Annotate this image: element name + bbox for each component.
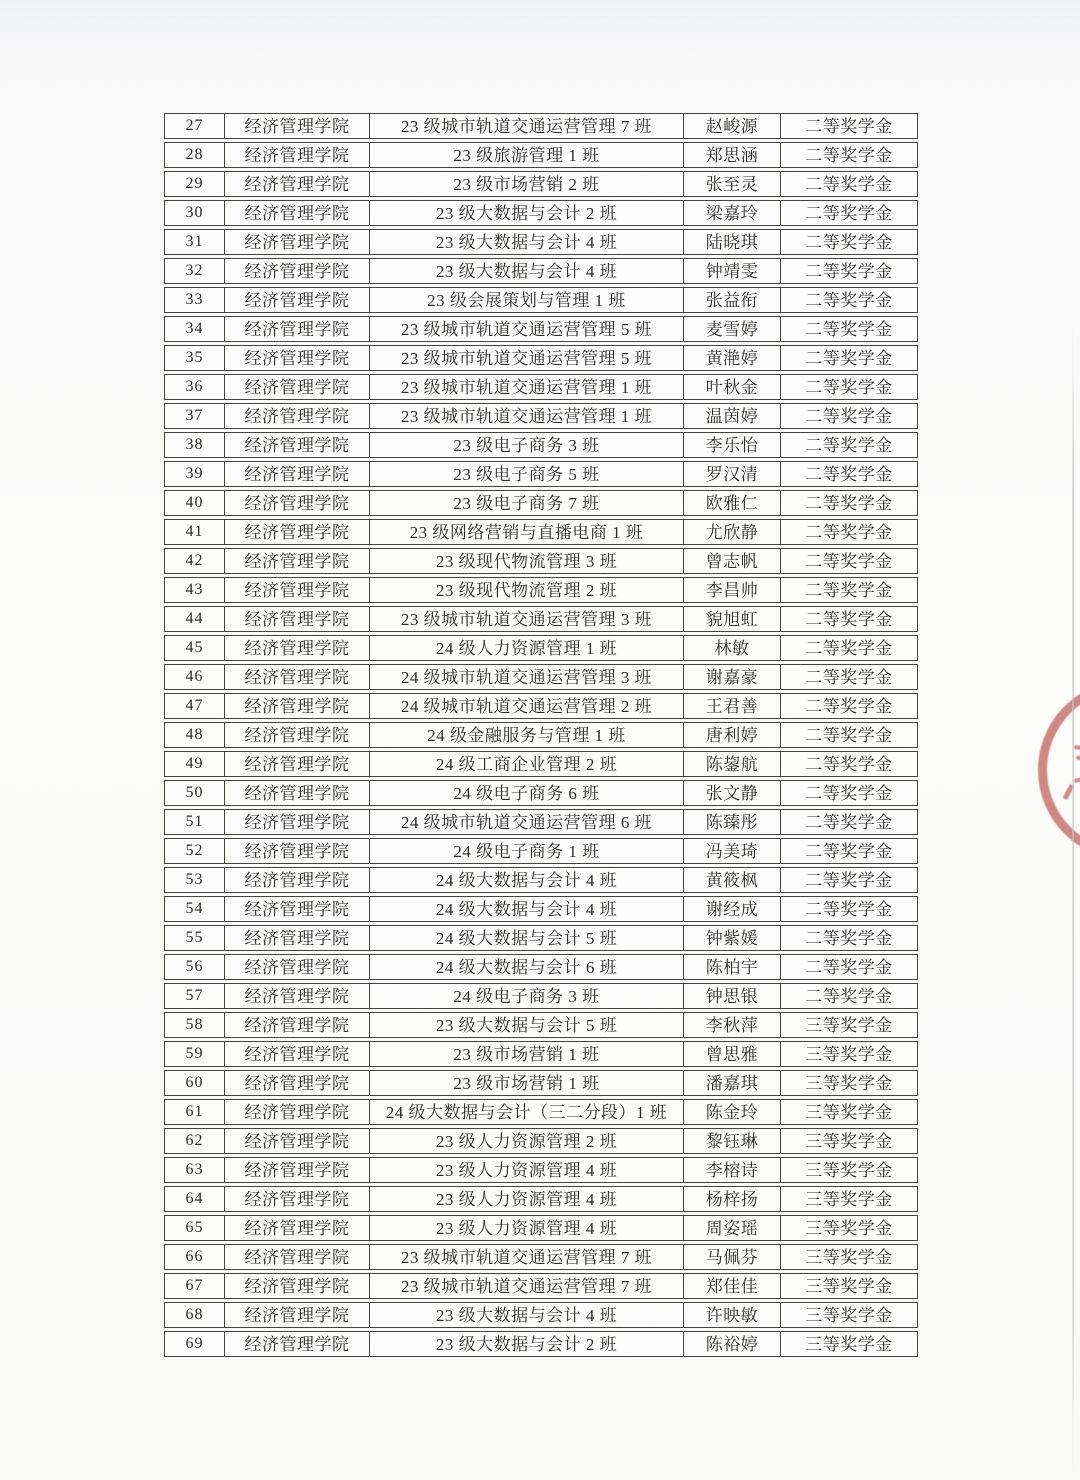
cell-award-level: 二等奖学金 [805,928,893,948]
cell-class: 24 级大数据与会计 6 班 [370,955,684,979]
table-row [164,1186,918,1212]
cell-award-level: 三等奖学金 [805,1015,893,1035]
table-row [164,809,918,835]
cell-award-level: 二等奖学金 [805,841,893,861]
seal-text-fragment [1074,745,1080,751]
table-row [164,983,918,1009]
cell-row-number: 56 [165,955,225,979]
table-row [164,954,918,980]
cell-college: 经济管理学院 [225,636,370,660]
cell-row-number: 46 [165,665,225,689]
table-row [164,229,918,255]
cell-college: 经济管理学院 [225,1158,370,1182]
cell-college: 经济管理学院 [225,694,370,718]
cell-award-level: 二等奖学金 [805,319,893,339]
table-row [164,403,918,429]
cell-college: 经济管理学院 [225,201,370,225]
cell-student-name: 郑佳佳 [684,1274,781,1298]
table-row [164,896,918,922]
scholarship-table [164,113,918,1360]
cell-student-name: 貌旭虹 [684,607,781,631]
cell-row-number: 41 [165,520,225,544]
cell-class: 23 级大数据与会计 5 班 [370,1013,684,1037]
table-row [164,751,918,777]
cell-college: 经济管理学院 [225,926,370,950]
cell-row-number: 42 [165,549,225,573]
cell-class: 23 级城市轨道交通运营管理 7 班 [370,114,684,138]
cell-award-level: 二等奖学金 [805,812,893,832]
cell-class: 23 级城市轨道交通运营管理 3 班 [370,607,684,631]
cell-student-name: 张益衔 [684,288,781,312]
cell-student-name: 陈臻彤 [684,810,781,834]
cell-award-level: 二等奖学金 [805,522,893,542]
cell-college: 经济管理学院 [225,172,370,196]
cell-row-number: 62 [165,1129,225,1153]
cell-college: 经济管理学院 [225,810,370,834]
cell-college: 经济管理学院 [225,143,370,167]
cell-award-level: 二等奖学金 [805,754,893,774]
cell-college: 经济管理学院 [225,433,370,457]
cell-row-number: 63 [165,1158,225,1182]
cell-row-number: 44 [165,607,225,631]
table-row [164,1215,918,1241]
cell-college: 经济管理学院 [225,1071,370,1095]
cell-class: 24 级电子商务 3 班 [370,984,684,1008]
cell-student-name: 马佩芬 [684,1245,781,1269]
paper-edge-shadow [1072,320,1074,1480]
cell-class: 23 级电子商务 5 班 [370,462,684,486]
table-row [164,461,918,487]
cell-college: 经济管理学院 [225,1303,370,1327]
cell-award-level: 二等奖学金 [805,957,893,977]
cell-college: 经济管理学院 [225,346,370,370]
cell-college: 经济管理学院 [225,1274,370,1298]
cell-student-name: 王君善 [684,694,781,718]
table-row [164,490,918,516]
cell-college: 经济管理学院 [225,1042,370,1066]
cell-award-level: 二等奖学金 [805,638,893,658]
cell-student-name: 林敏 [684,636,781,660]
seal-text-fragment [1076,756,1080,761]
cell-college: 经济管理学院 [225,1216,370,1240]
cell-award-level: 二等奖学金 [805,580,893,600]
cell-award-level: 二等奖学金 [805,899,893,919]
cell-award-level: 二等奖学金 [805,609,893,629]
cell-award-level: 二等奖学金 [805,725,893,745]
cell-student-name: 陆晓琪 [684,230,781,254]
cell-row-number: 59 [165,1042,225,1066]
cell-row-number: 67 [165,1274,225,1298]
cell-award-level: 二等奖学金 [805,870,893,890]
cell-award-level: 三等奖学金 [805,1044,893,1064]
cell-student-name: 李秋萍 [684,1013,781,1037]
cell-row-number: 69 [165,1332,225,1356]
cell-row-number: 54 [165,897,225,921]
cell-college: 经济管理学院 [225,1013,370,1037]
cell-college: 经济管理学院 [225,578,370,602]
cell-college: 经济管理学院 [225,259,370,283]
cell-student-name: 郑思涵 [684,143,781,167]
cell-award-level: 三等奖学金 [805,1189,893,1209]
cell-class: 23 级现代物流管理 2 班 [370,578,684,602]
cell-college: 经济管理学院 [225,404,370,428]
table-row [164,722,918,748]
cell-class: 23 级大数据与会计 4 班 [370,259,684,283]
cell-row-number: 55 [165,926,225,950]
cell-class: 23 级市场营销 2 班 [370,172,684,196]
cell-college: 经济管理学院 [225,752,370,776]
cell-award-level: 二等奖学金 [805,348,893,368]
cell-student-name: 许映敏 [684,1303,781,1327]
cell-student-name: 杨梓扬 [684,1187,781,1211]
cell-award-level: 二等奖学金 [805,261,893,281]
table-row [164,1244,918,1270]
cell-college: 经济管理学院 [225,1332,370,1356]
cell-college: 经济管理学院 [225,1187,370,1211]
table-row [164,200,918,226]
cell-class: 24 级城市轨道交通运营管理 2 班 [370,694,684,718]
cell-award-level: 二等奖学金 [805,696,893,716]
cell-college: 经济管理学院 [225,317,370,341]
cell-class: 24 级大数据与会计（三二分段）1 班 [370,1100,684,1124]
cell-row-number: 43 [165,578,225,602]
cell-class: 23 级大数据与会计 2 班 [370,201,684,225]
table-row [164,519,918,545]
table-row [164,664,918,690]
cell-college: 经济管理学院 [225,955,370,979]
cell-college: 经济管理学院 [225,607,370,631]
cell-class: 23 级城市轨道交通运营管理 5 班 [370,346,684,370]
cell-award-level: 二等奖学金 [805,406,893,426]
cell-class: 23 级人力资源管理 4 班 [370,1158,684,1182]
table-row [164,374,918,400]
seal-text-fragment [1074,777,1080,783]
cell-college: 经济管理学院 [225,1100,370,1124]
cell-college: 经济管理学院 [225,1245,370,1269]
cell-row-number: 47 [165,694,225,718]
cell-student-name: 黎钰琳 [684,1129,781,1153]
cell-student-name: 谢嘉豪 [684,665,781,689]
cell-class: 23 级电子商务 3 班 [370,433,684,457]
cell-student-name: 曾志帆 [684,549,781,573]
cell-class: 24 级大数据与会计 4 班 [370,868,684,892]
cell-student-name: 赵峻源 [684,114,781,138]
table-row [164,780,918,806]
cell-class: 23 级网络营销与直播电商 1 班 [370,520,684,544]
cell-student-name: 欧雅仁 [684,491,781,515]
cell-row-number: 61 [165,1100,225,1124]
cell-student-name: 温茵婷 [684,404,781,428]
table-row [164,171,918,197]
cell-row-number: 48 [165,723,225,747]
cell-college: 经济管理学院 [225,897,370,921]
table-row [164,316,918,342]
cell-class: 23 级市场营销 1 班 [370,1071,684,1095]
cell-row-number: 35 [165,346,225,370]
cell-college: 经济管理学院 [225,868,370,892]
table-row [164,113,918,139]
table-row [164,345,918,371]
cell-student-name: 陈金玲 [684,1100,781,1124]
cell-college: 经济管理学院 [225,230,370,254]
cell-class: 23 级电子商务 7 班 [370,491,684,515]
cell-class: 24 级城市轨道交通运营管理 3 班 [370,665,684,689]
cell-college: 经济管理学院 [225,781,370,805]
cell-row-number: 40 [165,491,225,515]
cell-class: 23 级大数据与会计 4 班 [370,1303,684,1327]
cell-class: 23 级人力资源管理 2 班 [370,1129,684,1153]
cell-college: 经济管理学院 [225,984,370,1008]
cell-award-level: 三等奖学金 [805,1305,893,1325]
cell-student-name: 唐利婷 [684,723,781,747]
cell-award-level: 三等奖学金 [805,1073,893,1093]
cell-class: 24 级金融服务与管理 1 班 [370,723,684,747]
cell-award-level: 三等奖学金 [805,1160,893,1180]
cell-class: 23 级大数据与会计 4 班 [370,230,684,254]
cell-class: 23 级会展策划与管理 1 班 [370,288,684,312]
cell-student-name: 曾思雅 [684,1042,781,1066]
cell-award-level: 二等奖学金 [805,174,893,194]
table-row [164,1157,918,1183]
table-row [164,142,918,168]
cell-award-level: 二等奖学金 [805,290,893,310]
cell-class: 23 级城市轨道交通运营管理 1 班 [370,375,684,399]
cell-student-name: 陈裕婷 [684,1332,781,1356]
table-row [164,258,918,284]
cell-class: 23 级城市轨道交通运营管理 5 班 [370,317,684,341]
table-row [164,1302,918,1328]
cell-award-level: 二等奖学金 [805,232,893,252]
cell-award-level: 三等奖学金 [805,1247,893,1267]
cell-award-level: 三等奖学金 [805,1334,893,1354]
cell-row-number: 60 [165,1071,225,1095]
cell-class: 24 级电子商务 6 班 [370,781,684,805]
cell-row-number: 39 [165,462,225,486]
cell-college: 经济管理学院 [225,1129,370,1153]
cell-award-level: 三等奖学金 [805,1276,893,1296]
cell-row-number: 57 [165,984,225,1008]
cell-college: 经济管理学院 [225,723,370,747]
cell-class: 24 级人力资源管理 1 班 [370,636,684,660]
cell-student-name: 梁嘉玲 [684,201,781,225]
cell-student-name: 钟思银 [684,984,781,1008]
table-row [164,1128,918,1154]
cell-student-name: 谢经成 [684,897,781,921]
cell-college: 经济管理学院 [225,549,370,573]
cell-row-number: 49 [165,752,225,776]
table-row [164,1099,918,1125]
cell-college: 经济管理学院 [225,462,370,486]
cell-class: 23 级旅游管理 1 班 [370,143,684,167]
cell-row-number: 53 [165,868,225,892]
cell-class: 24 级电子商务 1 班 [370,839,684,863]
cell-student-name: 钟靖雯 [684,259,781,283]
cell-award-level: 三等奖学金 [805,1131,893,1151]
table-row [164,867,918,893]
cell-class: 23 级人力资源管理 4 班 [370,1216,684,1240]
cell-award-level: 二等奖学金 [805,435,893,455]
cell-college: 经济管理学院 [225,114,370,138]
cell-student-name: 陈鋆航 [684,752,781,776]
cell-award-level: 三等奖学金 [805,1102,893,1122]
cell-class: 23 级大数据与会计 2 班 [370,1332,684,1356]
cell-row-number: 51 [165,810,225,834]
cell-student-name: 李榕诗 [684,1158,781,1182]
cell-student-name: 钟紫媛 [684,926,781,950]
cell-row-number: 27 [165,114,225,138]
cell-row-number: 32 [165,259,225,283]
cell-college: 经济管理学院 [225,839,370,863]
cell-class: 24 级工商企业管理 2 班 [370,752,684,776]
cell-row-number: 28 [165,143,225,167]
cell-student-name: 叶秋金 [684,375,781,399]
cell-class: 23 级城市轨道交通运营管理 7 班 [370,1245,684,1269]
cell-award-level: 二等奖学金 [805,145,893,165]
cell-student-name: 黄筱枫 [684,868,781,892]
table-row [164,1012,918,1038]
cell-student-name: 周姿瑶 [684,1216,781,1240]
cell-student-name: 潘嘉琪 [684,1071,781,1095]
cell-class: 23 级城市轨道交通运营管理 7 班 [370,1274,684,1298]
cell-row-number: 38 [165,433,225,457]
cell-student-name: 张文静 [684,781,781,805]
cell-row-number: 37 [165,404,225,428]
table-row [164,1041,918,1067]
table-row [164,432,918,458]
cell-student-name: 李乐怡 [684,433,781,457]
cell-row-number: 66 [165,1245,225,1269]
cell-college: 经济管理学院 [225,288,370,312]
table-row [164,1070,918,1096]
cell-award-level: 二等奖学金 [805,377,893,397]
cell-student-name: 冯美琦 [684,839,781,863]
table-row [164,287,918,313]
cell-row-number: 45 [165,636,225,660]
cell-row-number: 65 [165,1216,225,1240]
cell-row-number: 36 [165,375,225,399]
table-row [164,693,918,719]
table-row [164,606,918,632]
table-row [164,1273,918,1299]
cell-class: 23 级城市轨道交通运营管理 1 班 [370,404,684,428]
cell-student-name: 陈柏宇 [684,955,781,979]
cell-award-level: 二等奖学金 [805,986,893,1006]
table-row [164,577,918,603]
cell-class: 23 级市场营销 1 班 [370,1042,684,1066]
cell-award-level: 二等奖学金 [805,464,893,484]
cell-student-name: 黄滟婷 [684,346,781,370]
cell-award-level: 二等奖学金 [805,783,893,803]
cell-award-level: 二等奖学金 [805,493,893,513]
cell-award-level: 三等奖学金 [805,1218,893,1238]
cell-award-level: 二等奖学金 [805,551,893,571]
cell-row-number: 50 [165,781,225,805]
cell-college: 经济管理学院 [225,375,370,399]
cell-row-number: 58 [165,1013,225,1037]
cell-row-number: 34 [165,317,225,341]
table-row [164,925,918,951]
cell-row-number: 30 [165,201,225,225]
cell-row-number: 33 [165,288,225,312]
cell-award-level: 二等奖学金 [805,667,893,687]
cell-college: 经济管理学院 [225,665,370,689]
cell-college: 经济管理学院 [225,520,370,544]
table-row [164,1331,918,1357]
cell-college: 经济管理学院 [225,491,370,515]
cell-row-number: 31 [165,230,225,254]
cell-student-name: 李昌帅 [684,578,781,602]
table-row [164,548,918,574]
table-row [164,838,918,864]
cell-class: 24 级城市轨道交通运营管理 6 班 [370,810,684,834]
cell-class: 23 级现代物流管理 3 班 [370,549,684,573]
cell-student-name: 张至灵 [684,172,781,196]
cell-student-name: 尤欣静 [684,520,781,544]
cell-class: 24 级大数据与会计 5 班 [370,926,684,950]
cell-award-level: 二等奖学金 [805,116,893,136]
cell-class: 23 级人力资源管理 4 班 [370,1187,684,1211]
cell-row-number: 68 [165,1303,225,1327]
cell-student-name: 罗汉清 [684,462,781,486]
cell-student-name: 麦雪婷 [684,317,781,341]
cell-row-number: 52 [165,839,225,863]
cell-class: 24 级大数据与会计 4 班 [370,897,684,921]
cell-row-number: 64 [165,1187,225,1211]
cell-award-level: 二等奖学金 [805,203,893,223]
table-row [164,635,918,661]
cell-row-number: 29 [165,172,225,196]
